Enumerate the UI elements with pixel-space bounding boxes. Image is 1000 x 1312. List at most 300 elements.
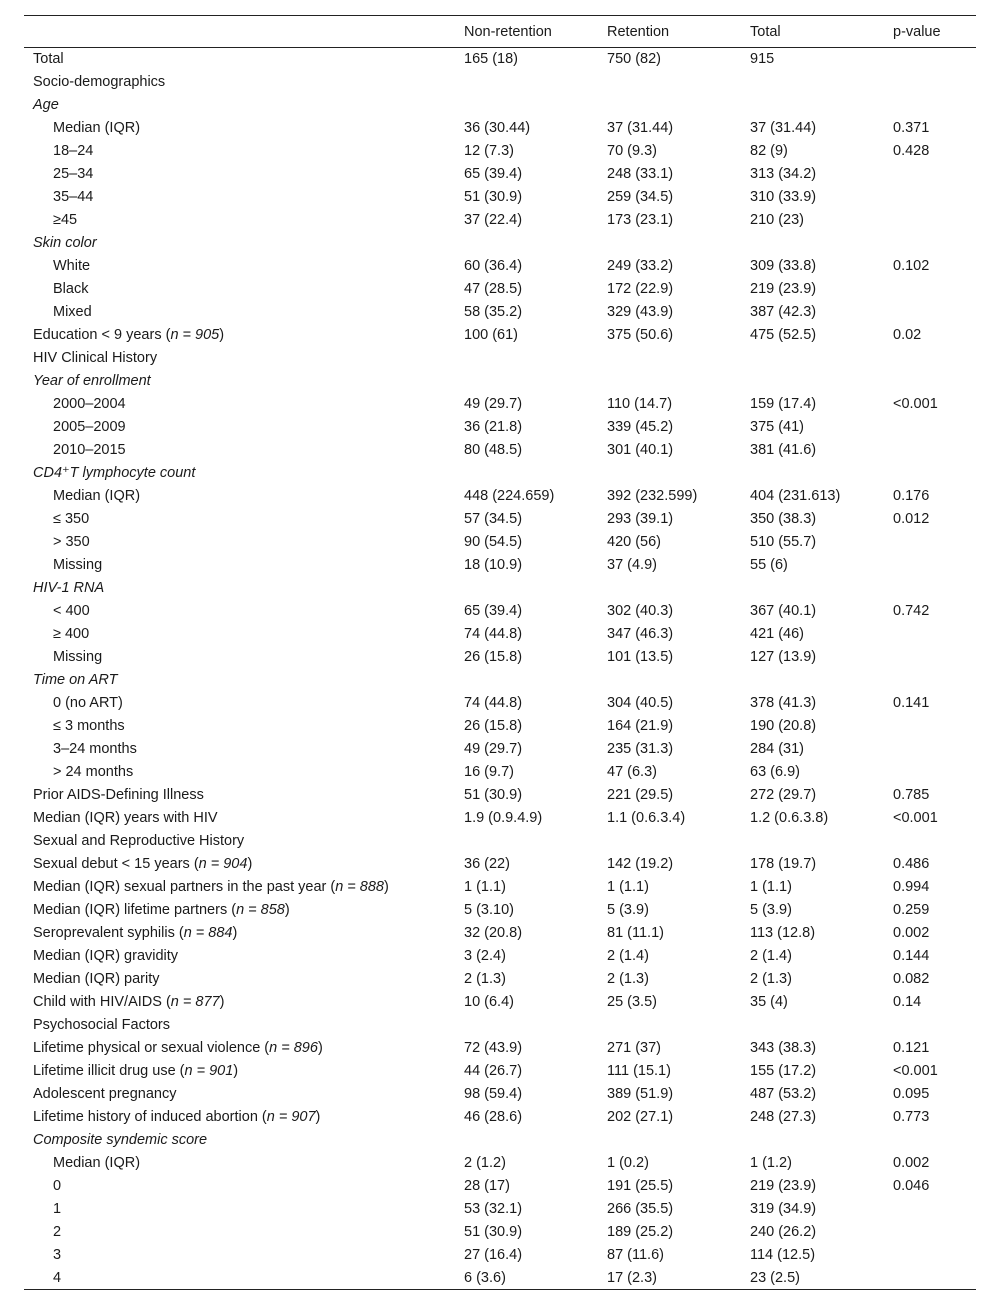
cell-retention: 164 (21.9): [607, 718, 674, 734]
cell-p-value: [885, 186, 976, 209]
cell-p-value: [885, 71, 976, 94]
cell-retention: 47 (6.3): [607, 764, 657, 780]
cell-retention: 81 (11.1): [607, 925, 664, 941]
table-row: [24, 255, 976, 278]
cell-non-retention: 5 (3.10): [464, 902, 514, 918]
cell-total: 159 (17.4): [750, 396, 817, 412]
cell-retention: 142 (19.2): [607, 856, 674, 872]
cell-non-retention: 44 (26.7): [464, 1063, 523, 1079]
row-label: [24, 577, 456, 600]
row-label: [24, 1175, 456, 1198]
cell-p-value: 0.259: [893, 902, 930, 918]
cell-total: 55 (6): [750, 557, 788, 573]
row-label-text: 3: [53, 1247, 62, 1263]
cell-p-value: 0.012: [893, 511, 930, 527]
row-label: [24, 623, 456, 646]
row-label-suffix: ): [317, 1040, 323, 1056]
cell-total: [742, 1014, 885, 1037]
cell-non-retention: [456, 94, 599, 117]
cell-non-retention: 3 (2.4): [464, 948, 506, 964]
table-row: [24, 945, 976, 968]
cell-retention: 202 (27.1): [607, 1109, 674, 1125]
cell-retention: 1.1 (0.6.3.4): [607, 810, 686, 826]
cell-non-retention: 1 (1.1): [464, 879, 506, 895]
cell-non-retention: 47 (28.5): [464, 281, 523, 297]
row-sample-size: n = 884: [183, 925, 233, 941]
table-row: [24, 347, 976, 370]
row-label-text: Black: [53, 281, 89, 297]
cell-non-retention: [456, 232, 599, 255]
cell-total: 350 (38.3): [750, 511, 817, 527]
cell-total: 284 (31): [750, 741, 805, 757]
row-label: [24, 1221, 456, 1244]
table-row: [24, 876, 976, 899]
cell-total: 915: [750, 51, 775, 68]
row-label: [24, 186, 456, 209]
row-label-text: Total: [33, 51, 64, 68]
row-label: [24, 1198, 456, 1221]
row-label: [24, 1083, 456, 1106]
cell-retention: 189 (25.2): [607, 1224, 674, 1240]
row-label: [24, 209, 456, 232]
row-label-text: Missing: [53, 649, 103, 665]
cell-retention: 293 (39.1): [607, 511, 674, 527]
row-sample-size: n = 888: [335, 879, 385, 895]
row-label-text: Median (IQR) parity: [33, 971, 160, 987]
table-row: [24, 94, 976, 117]
cell-non-retention: [456, 669, 599, 692]
cell-retention: 271 (37): [607, 1040, 662, 1056]
row-label: [24, 393, 456, 416]
cell-retention: [599, 94, 742, 117]
cell-total: [742, 370, 885, 393]
cell-total: 114 (12.5): [750, 1247, 816, 1263]
row-label-text: Median (IQR) gravidity: [33, 948, 179, 964]
table-row: [24, 784, 976, 807]
cell-p-value: 0.002: [893, 925, 930, 941]
row-label-text: Median (IQR) sexual partners in the past year (: [33, 879, 336, 895]
cell-retention: 266 (35.5): [607, 1201, 674, 1217]
row-label: [24, 439, 456, 462]
table-row: [24, 462, 976, 485]
table-row: [24, 715, 976, 738]
row-label-text: Missing: [53, 557, 103, 573]
row-label-suffix: ): [232, 925, 238, 941]
table-row: [24, 531, 976, 554]
cell-p-value: 0.002: [893, 1155, 930, 1171]
header-row: [24, 16, 976, 48]
row-label-text: ≤ 3 months: [53, 718, 125, 734]
header-p-value: p-value: [885, 16, 976, 48]
cell-p-value: 0.486: [893, 856, 930, 872]
cell-total: [742, 577, 885, 600]
cell-total: 378 (41.3): [750, 695, 817, 711]
row-sample-size: n = 901: [184, 1063, 234, 1079]
row-label: [24, 1129, 456, 1152]
cell-non-retention: 74 (44.8): [464, 626, 523, 642]
row-label-text: 2: [53, 1224, 62, 1240]
row-sample-size: n = 905: [170, 327, 220, 343]
table-row: [24, 968, 976, 991]
row-label-text: Psychosocial Factors: [33, 1017, 170, 1033]
cell-non-retention: 6 (3.6): [456, 1267, 599, 1290]
cell-total: 1 (1.2): [750, 1155, 792, 1171]
row-label: [24, 1060, 456, 1083]
row-label-text: 2010–2015: [53, 442, 126, 458]
row-label: [24, 508, 456, 531]
cell-non-retention: 90 (54.5): [464, 534, 523, 550]
cell-retention: 221 (29.5): [607, 787, 674, 803]
row-label-text: 18–24: [53, 143, 94, 159]
cell-non-retention: [456, 1129, 599, 1152]
cell-total: 343 (38.3): [750, 1040, 817, 1056]
cell-retention: 17 (2.3): [599, 1267, 742, 1290]
row-label-text: Sexual and Reproductive History: [33, 833, 245, 849]
cell-total: 2 (1.4): [750, 948, 792, 964]
cell-retention: 329 (43.9): [607, 304, 674, 320]
cell-non-retention: 100 (61): [464, 327, 519, 343]
cell-retention: [599, 347, 742, 370]
row-label: [24, 1244, 456, 1267]
cell-retention: 37 (31.44): [607, 120, 674, 136]
cell-p-value: [885, 554, 976, 577]
cell-total: 178 (19.7): [750, 856, 817, 872]
row-label: [24, 94, 456, 117]
row-label: [24, 416, 456, 439]
row-label-text: Seroprevalent syphilis (: [33, 925, 184, 941]
cell-retention: [599, 370, 742, 393]
cell-total: 37 (31.44): [750, 120, 817, 136]
table-row: [24, 393, 976, 416]
row-label-text: Lifetime history of induced abortion (: [33, 1109, 267, 1125]
row-label: [24, 485, 456, 508]
cell-p-value: <0.001: [893, 810, 938, 826]
cell-p-value: 0.095: [893, 1086, 930, 1102]
row-label: [24, 1106, 456, 1129]
cell-non-retention: 60 (36.4): [464, 258, 523, 274]
cell-p-value: 0.14: [893, 994, 922, 1010]
row-label-text: Median (IQR) lifetime partners (: [33, 902, 237, 918]
cell-non-retention: [456, 1014, 599, 1037]
table-row: [24, 807, 976, 830]
table-row: [24, 485, 976, 508]
row-label-text: CD4⁺T lymphocyte count: [33, 465, 196, 481]
table-row: [24, 163, 976, 186]
cell-retention: [599, 577, 742, 600]
cell-retention: 2 (1.4): [607, 948, 649, 964]
table-row: [24, 1014, 976, 1037]
row-label: [24, 163, 456, 186]
row-label-text: Skin color: [33, 235, 97, 251]
row-label-text: 1: [53, 1201, 62, 1217]
cell-non-retention: 26 (15.8): [464, 649, 523, 665]
row-label-text: Mixed: [53, 304, 92, 320]
cell-non-retention: 80 (48.5): [464, 442, 523, 458]
cell-total: 82 (9): [750, 143, 788, 159]
cell-non-retention: 36 (22): [464, 856, 510, 872]
row-label-text: > 350: [53, 534, 90, 550]
cell-retention: 248 (33.1): [607, 166, 674, 182]
row-label-text: HIV-1 RNA: [33, 580, 105, 596]
cell-total: 487 (53.2): [750, 1086, 817, 1102]
row-label-text: Adolescent pregnancy: [33, 1086, 177, 1102]
cell-non-retention: 26 (15.8): [464, 718, 523, 734]
row-label-text: White: [53, 258, 91, 274]
row-sample-size: n = 904: [198, 856, 248, 872]
table-row: [24, 209, 976, 232]
cell-retention: 302 (40.3): [607, 603, 674, 619]
row-label: [24, 1152, 456, 1175]
table-row: [24, 738, 976, 761]
cell-total: 113 (12.8): [750, 925, 816, 941]
row-label-text: Prior AIDS-Defining Illness: [33, 787, 204, 803]
table-row: [24, 761, 976, 784]
table-row: [24, 853, 976, 876]
cell-retention: 1 (0.2): [607, 1155, 649, 1171]
table-header: [24, 16, 976, 48]
row-label-text: Education < 9 years (: [33, 327, 171, 343]
row-label: [24, 232, 456, 255]
cell-p-value: [885, 1267, 976, 1290]
row-label-text: Socio-demographics: [33, 74, 166, 90]
table-row: [24, 508, 976, 531]
row-label-text: 25–34: [53, 166, 94, 182]
cell-retention: 70 (9.3): [607, 143, 657, 159]
cell-p-value: 0.02: [893, 327, 922, 343]
table-row: [24, 1244, 976, 1267]
row-label: [24, 945, 456, 968]
row-label: [24, 255, 456, 278]
row-label: [24, 1014, 456, 1037]
cell-non-retention: 36 (30.44): [464, 120, 531, 136]
row-label-text: Median (IQR): [53, 120, 141, 136]
header-label-column: [24, 16, 456, 48]
table-row: [24, 301, 976, 324]
cell-total: 310 (33.9): [750, 189, 817, 205]
row-sample-size: n = 907: [266, 1109, 316, 1125]
row-label: [24, 71, 456, 94]
cell-retention: 304 (40.5): [607, 695, 674, 711]
table-row: [24, 1152, 976, 1175]
cell-non-retention: 27 (16.4): [464, 1247, 523, 1263]
cell-non-retention: [456, 347, 599, 370]
row-label: [24, 899, 456, 922]
cell-p-value: [885, 347, 976, 370]
table-row: [24, 278, 976, 301]
cell-non-retention: 51 (30.9): [464, 787, 523, 803]
cell-total: [742, 669, 885, 692]
table-container: [24, 15, 976, 1290]
cell-total: 1.2 (0.6.3.8): [750, 810, 829, 826]
table-row: [24, 830, 976, 853]
table-row: [24, 1221, 976, 1244]
cell-retention: 347 (46.3): [607, 626, 674, 642]
cell-p-value: <0.001: [893, 396, 938, 412]
row-label: [24, 853, 456, 876]
cell-non-retention: 51 (30.9): [464, 189, 523, 205]
cell-total: [742, 347, 885, 370]
table-row: [24, 669, 976, 692]
cell-p-value: [885, 232, 976, 255]
row-label-suffix: ): [315, 1109, 321, 1125]
cell-non-retention: [456, 577, 599, 600]
row-label-text: Lifetime illicit drug use (: [33, 1063, 185, 1079]
cell-p-value: [885, 1014, 976, 1037]
cell-p-value: [885, 416, 976, 439]
cell-non-retention: 37 (22.4): [464, 212, 523, 228]
table-row: [24, 991, 976, 1014]
table-row: [24, 48, 976, 71]
cell-p-value: [885, 94, 976, 117]
cell-total: [742, 830, 885, 853]
row-label: [24, 830, 456, 853]
table-row: [24, 370, 976, 393]
cell-total: [742, 232, 885, 255]
row-label: [24, 278, 456, 301]
row-label: [24, 784, 456, 807]
cell-total: 190 (20.8): [750, 718, 817, 734]
row-label: [24, 876, 456, 899]
cell-total: [742, 462, 885, 485]
cell-total: 375 (41): [750, 419, 805, 435]
row-label-text: Median (IQR): [53, 488, 141, 504]
cell-p-value: [885, 370, 976, 393]
cell-total: 210 (23): [750, 212, 805, 228]
cell-p-value: [885, 1129, 976, 1152]
cell-total: 240 (26.2): [750, 1224, 817, 1240]
cell-retention: 25 (3.5): [607, 994, 657, 1010]
table-body: [24, 48, 976, 1290]
cell-retention: 87 (11.6): [607, 1247, 664, 1263]
table-row: [24, 117, 976, 140]
cell-retention: [599, 1129, 742, 1152]
table-row: [24, 1106, 976, 1129]
cell-p-value: 0.046: [893, 1178, 930, 1194]
table-row: [24, 1037, 976, 1060]
cell-p-value: [885, 278, 976, 301]
cell-retention: 392 (232.599): [607, 488, 698, 504]
row-label-suffix: ): [219, 327, 225, 343]
row-label: [24, 324, 456, 347]
cell-total: 387 (42.3): [750, 304, 817, 320]
cell-non-retention: 65 (39.4): [464, 166, 523, 182]
row-sample-size: n = 858: [236, 902, 285, 918]
cell-non-retention: 18 (10.9): [464, 557, 523, 573]
row-sample-size: n = 877: [170, 994, 220, 1010]
cell-total: 272 (29.7): [750, 787, 817, 803]
table-row: [24, 232, 976, 255]
cell-retention: 389 (51.9): [607, 1086, 674, 1102]
cell-p-value: 0.176: [893, 488, 930, 504]
row-sample-size: n = 896: [269, 1040, 318, 1056]
cell-non-retention: 49 (29.7): [464, 396, 523, 412]
row-label: [24, 600, 456, 623]
cell-p-value: 0.121: [893, 1040, 930, 1056]
cell-p-value: 0.141: [893, 695, 930, 711]
row-label-suffix: ): [247, 856, 253, 872]
table-row: [24, 416, 976, 439]
table-row: [24, 439, 976, 462]
table-row: [24, 186, 976, 209]
row-label-text: Median (IQR): [53, 1155, 141, 1171]
cell-retention: 1 (1.1): [607, 879, 649, 895]
cell-total: 35 (4): [750, 994, 788, 1010]
row-label-text: ≤ 350: [53, 511, 90, 527]
cell-non-retention: 36 (21.8): [464, 419, 523, 435]
cell-total: 381 (41.6): [750, 442, 817, 458]
cell-p-value: 0.994: [893, 879, 930, 895]
cell-non-retention: 165 (18): [464, 51, 519, 68]
row-label-text: Time on ART: [33, 672, 118, 688]
cell-total: [742, 71, 885, 94]
row-label: [24, 968, 456, 991]
cell-total: 367 (40.1): [750, 603, 817, 619]
cell-p-value: 0.144: [893, 948, 930, 964]
row-label-text: < 400: [53, 603, 90, 619]
cell-retention: 173 (23.1): [607, 212, 674, 228]
cell-retention: [599, 71, 742, 94]
cell-retention: 301 (40.1): [607, 442, 674, 458]
row-label: [24, 669, 456, 692]
row-label: [24, 531, 456, 554]
table-row: [24, 1060, 976, 1083]
row-label-text: Lifetime physical or sexual violence (: [33, 1040, 270, 1056]
cell-total: 421 (46): [750, 626, 805, 642]
row-label-text: 2005–2009: [53, 419, 126, 435]
row-label: [24, 1267, 456, 1290]
cell-retention: 420 (56): [607, 534, 662, 550]
cell-p-value: [885, 209, 976, 232]
header-total: Total: [742, 16, 885, 48]
row-label-suffix: ): [384, 879, 389, 895]
cell-non-retention: 2 (1.3): [464, 971, 506, 987]
table-row: [24, 1267, 976, 1290]
cell-total: 2 (1.3): [750, 971, 792, 987]
cell-p-value: [885, 761, 976, 784]
cell-total: 475 (52.5): [750, 327, 817, 343]
table-row: [24, 1083, 976, 1106]
cell-p-value: 0.742: [893, 603, 930, 619]
row-label-text: ≥ 400: [53, 626, 90, 642]
row-label: [24, 922, 456, 945]
table-row: [24, 1198, 976, 1221]
header-retention: Retention: [599, 16, 742, 48]
cell-total: 248 (27.3): [750, 1109, 817, 1125]
table-row: [24, 140, 976, 163]
table-row: [24, 1175, 976, 1198]
cell-non-retention: 58 (35.2): [464, 304, 523, 320]
cell-p-value: [885, 1198, 976, 1221]
row-label-text: Year of enrollment: [33, 373, 151, 389]
cell-retention: [599, 830, 742, 853]
cell-retention: 2 (1.3): [607, 971, 649, 987]
table-row: [24, 577, 976, 600]
cell-non-retention: [456, 71, 599, 94]
cell-total: 510 (55.7): [750, 534, 817, 550]
cell-non-retention: 32 (20.8): [464, 925, 523, 941]
row-label-text: 35–44: [53, 189, 94, 205]
row-label-text: Composite syndemic score: [33, 1132, 208, 1148]
cell-non-retention: 65 (39.4): [464, 603, 523, 619]
cell-total: 313 (34.2): [750, 166, 817, 182]
table-row: [24, 899, 976, 922]
cell-non-retention: 28 (17): [464, 1178, 510, 1194]
cell-p-value: <0.001: [893, 1063, 938, 1079]
row-label-text: 4: [53, 1269, 62, 1286]
cell-p-value: [885, 669, 976, 692]
table-row: [24, 1129, 976, 1152]
row-label: [24, 48, 456, 71]
